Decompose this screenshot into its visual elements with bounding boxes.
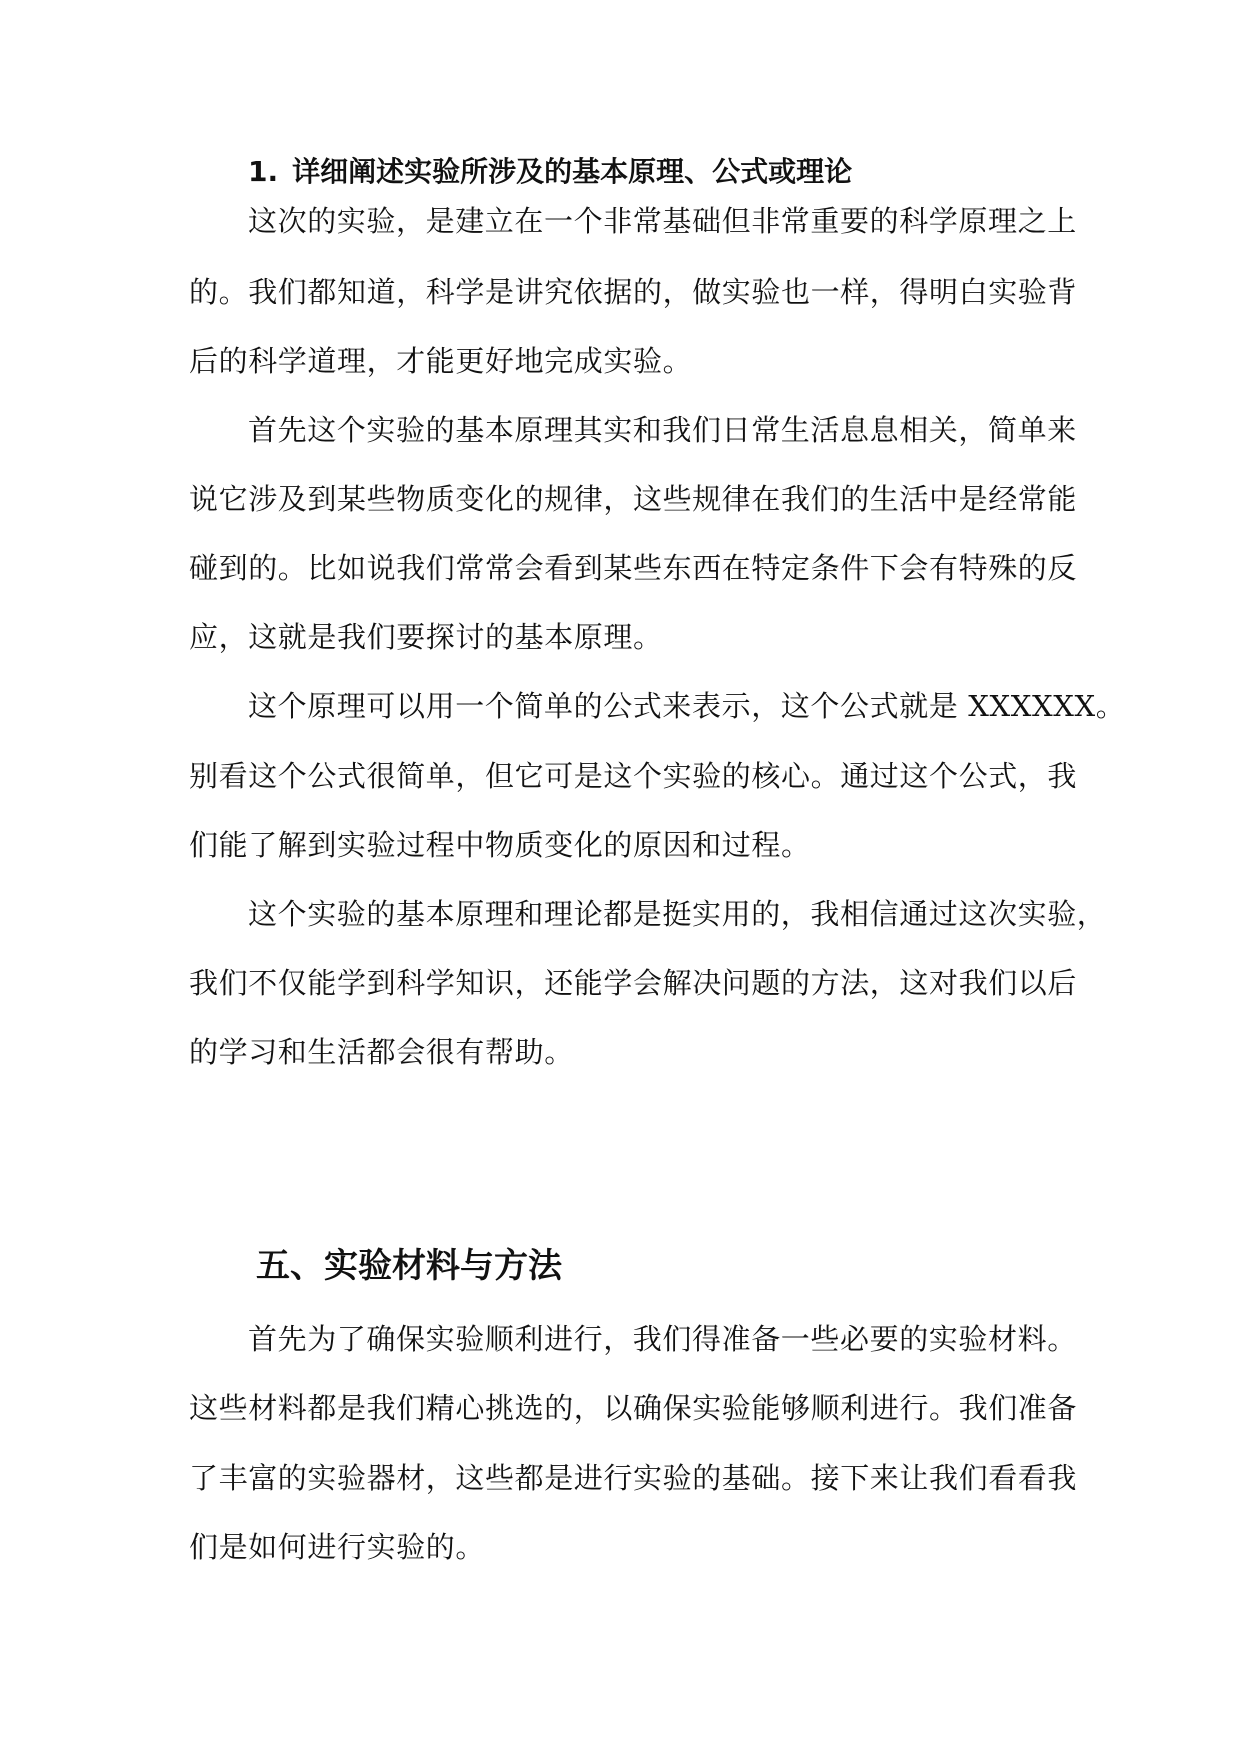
paragraph-line: 了丰富的实验器材，这些都是进行实验的基础。接下来让我们看看我 [189,1461,1078,1495]
paragraph-line: 应，这就是我们要探讨的基本原理。 [189,620,663,654]
paragraph-line: 碰到的。比如说我们常常会看到某些东西在特定条件下会有特殊的反 [189,551,1078,585]
paragraph-line: 的学习和生活都会很有帮助。 [189,1035,574,1069]
paragraph-line: 首先这个实验的基本原理其实和我们日常生活息息相关，简单来 [248,413,1077,447]
paragraph-line: 这个原理可以用一个简单的公式来表示，这个公式就是 XXXXXX。 [248,689,1126,723]
paragraph-line: 的。我们都知道，科学是讲究依据的，做实验也一样，得明白实验背 [189,275,1078,309]
paragraph-line: 这些材料都是我们精心挑选的，以确保实验能够顺利进行。我们准备 [189,1391,1078,1425]
paragraph-line: 们是如何进行实验的。 [189,1530,486,1564]
section-title: 详细阐述实验所涉及的基本原理、公式或理论 [292,155,853,188]
paragraph-line: 这次的实验，是建立在一个非常基础但非常重要的科学原理之上 [248,204,1077,238]
section-heading-1 [248,152,852,192]
paragraph-line: 我们不仅能学到科学知识，还能学会解决问题的方法，这对我们以后 [189,966,1078,1000]
section-heading-5: 五、实验材料与方法 [256,1246,562,1286]
paragraph-line: 别看这个公式很简单，但它可是这个实验的核心。通过这个公式，我 [189,759,1078,793]
paragraph-line: 这个实验的基本原理和理论都是挺实用的，我相信通过这次实验， [248,897,1107,931]
paragraph-line: 后的科学道理，才能更好地完成实验。 [189,344,693,378]
paragraph-line: 们能了解到实验过程中物质变化的原因和过程。 [189,828,811,862]
paragraph-line: 首先为了确保实验顺利进行，我们得准备一些必要的实验材料。 [248,1322,1077,1356]
section-number: 1. [248,155,279,188]
paragraph-line: 说它涉及到某些物质变化的规律，这些规律在我们的生活中是经常能 [189,482,1078,516]
